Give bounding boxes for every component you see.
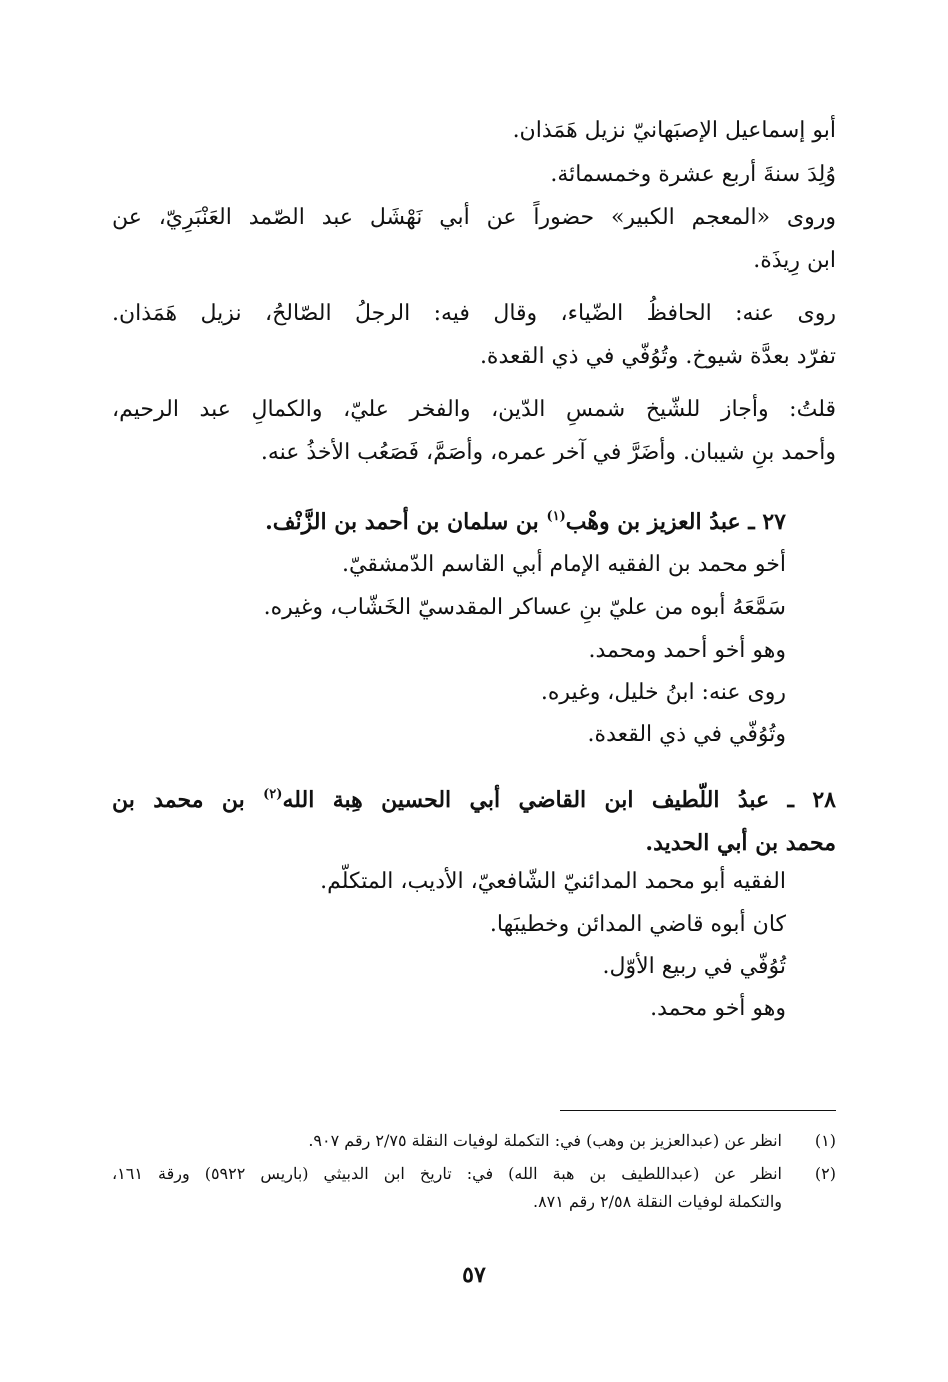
entry-28-heading-cont: محمد بن أبي الحديد.	[645, 830, 836, 856]
entry-27-heading	[265, 507, 786, 537]
text-line: كان أبوه قاضي المدائن وخطيبَها.	[489, 912, 786, 937]
text-line: روى عنه: ابنُ خليل، وغيره.	[540, 680, 786, 705]
footnote-text: والتكملة لوفيات النقلة ٢/٥٨ رقم ٨٧١.	[532, 1192, 782, 1211]
footnote-text: انظر عن (عبداللطيف بن هبة الله) في: تاريخ ابن الدبيثي (باريس ٥٩٢٢) ورقة ١٦١،	[112, 1164, 782, 1183]
text-line: وهو أخو محمد.	[650, 996, 786, 1021]
text-line: وأحمد بنِ شيبان. وأضَرَّ في آخر عمره، وأصَمَّ، فَصَعُب الأخذُ عنه.	[260, 440, 836, 465]
text-line: سَمَّعَهُ أبوه من عليّ بنِ عساكر المقدسيّ الخَشّاب، وغيره.	[263, 595, 786, 620]
text-line: أخو محمد بن الفقيه الإمام أبي القاسم الدّمشقيّ.	[342, 552, 786, 577]
footnote-separator	[560, 1110, 836, 1111]
text-line: الفقيه أبو محمد المدائنيّ الشّافعيّ، الأديب، المتكلّم.	[320, 869, 786, 894]
heading-text: بن سلمان بن أحمد بن الزَّنْف.	[265, 509, 547, 535]
text-line: روى عنه: الحافظُ الضّياء، وقال فيه: الرجلُ الصّالحُ، نزيل هَمَذان.	[112, 301, 836, 326]
text-line: وتُوُفّي في ذي القعدة.	[587, 722, 786, 747]
text-line: وروى «المعجم الكبير» حضوراً عن أبي نَهْشَل عبد الصّمد العَنْبَرِيّ، عن	[112, 205, 836, 230]
heading-text: ٢٧ ـ عبدُ العزيز بن وهْب	[565, 509, 786, 535]
text-line: وهو أخو أحمد ومحمد.	[588, 638, 786, 663]
footnote	[112, 1127, 836, 1155]
text-line: تفرّد بعدَّة شيوخ. وتُوُفّي في ذي القعدة.	[479, 344, 836, 369]
text-line: تُوُفّي في ربيع الأوّل.	[602, 954, 786, 979]
entry-28-heading	[112, 785, 836, 815]
heading-text: ٢٨ ـ عبدُ اللّطيف ابن القاضي أبي الحسين هِبة الله	[282, 787, 836, 813]
heading-text: بن محمد بن	[112, 787, 264, 813]
footnote-number: (٢)	[814, 1164, 836, 1183]
text-line: وُلِدَ سنةَ أربع عشرة وخمسمائة.	[550, 162, 836, 187]
footnote-ref: (١)	[546, 509, 566, 524]
footnote	[112, 1160, 836, 1216]
text-line: أبو إسماعيل الإصبَهانيّ نزيل هَمَذان.	[512, 118, 836, 143]
text-line: ابن رِيذَة.	[753, 248, 836, 273]
page-number: ٥٧	[462, 1262, 486, 1288]
footnote-text: انظر عن (عبدالعزيز بن وهب) في: التكملة لوفيات النقلة ٢/٧٥ رقم ٩٠٧.	[308, 1131, 782, 1150]
text-line: قلتُ: وأجاز للشّيخ شمسِ الدّين، والفخر عليّ، والكمالِ عبد الرحيم،	[112, 397, 836, 422]
footnote-number: (١)	[814, 1131, 836, 1150]
footnote-ref: (٢)	[263, 787, 283, 802]
